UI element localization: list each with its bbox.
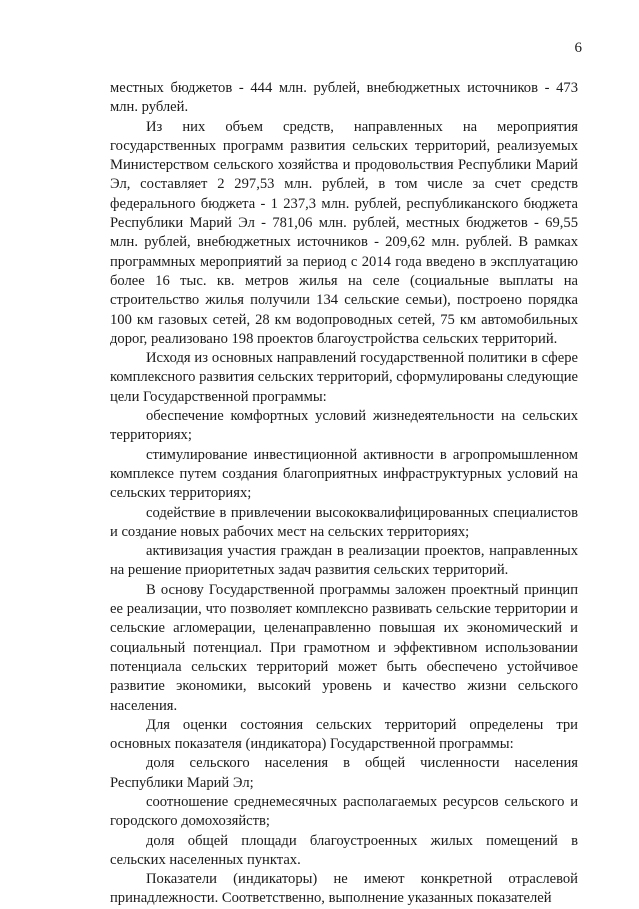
goal-item-specialists: содействие в привлечении высококвалифицированных специалистов и создание новых рабочих мест на сельских территориях; xyxy=(110,504,578,540)
goal-item-investment: стимулирование инвестиционной активности в агропромышленном комплексе путем создания благоприятных инфраструктурных условий на сельских территориях; xyxy=(110,446,578,502)
paragraph-indicators-note: Показатели (индикаторы) не имеют конкретной отраслевой принадлежности. Соответственно, выполнение указанных показателей xyxy=(110,871,578,907)
document-body xyxy=(110,79,578,909)
paragraph-indicators-intro: Для оценки состояния сельских территорий определены три основных показателя (индикатора) Государственной программы: xyxy=(110,716,578,753)
goal-item-living-conditions: обеспечение комфортных условий жизнедеятельности на сельских территориях; xyxy=(110,408,578,444)
indicator-item-housing-area: доля общей площади благоустроенных жилых помещений в сельских населенных пунктах. xyxy=(110,832,578,868)
paragraph-continuation: местных бюджетов - 444 млн. рублей, внебюджетных источников - 473 млн. рублей. xyxy=(110,80,578,116)
paragraph-program-goals-intro: Исходя из основных направлений государственной политики в сфере комплексного развития сельских территорий, сформулированы следующие цели Государственной программы: xyxy=(110,350,578,405)
paragraph-funding-details: Из них объем средств, направленных на мероприятия государственных программ развития сельских территорий, реализуемых Министерством сельского хозяйства и продовольствия Республики Марий Эл, составляет 2 297,53 млн. рублей, в том числе за счет средств федерального бюджета - 1 237,3 млн. рублей, республиканского бюджета Республики Марий Эл - 781,06 млн. рублей, местных бюджетов - 69,55 млн. рублей, внебюджетных источников - 209,62 млн. рублей. В рамках программных мероприятий за период с 2014 года введено в эксплуатацию более 16 тыс. кв. метров жилья на селе (социальные выплаты на строительство жилья получили 134 сельские семьи), построено порядка 100 км газовых сетей, 28 км водопроводных сетей, 75 км автомобильных дорог, реализовано 198 проектов благоустройства сельских территорий. xyxy=(110,118,578,347)
indicator-item-rural-population: доля сельского населения в общей численности населения Республики Марий Эл; xyxy=(110,755,578,791)
paragraph-project-principle: В основу Государственной программы заложен проектный принцип ее реализации, что позволяет комплексно развивать сельские территории и сельские агломерации, целенаправленно повышая их экономический и социальный потенциал. При грамотном и эффективном использовании потенциала сельских территорий может быть обеспечено устойчивое развитие экономики, высокий уровень и качество жизни сельского населения. xyxy=(110,581,578,714)
indicator-item-household-resources: соотношение среднемесячных располагаемых ресурсов сельского и городского домохозяйств; xyxy=(110,793,578,830)
goal-item-citizen-participation: активизация участия граждан в реализации проектов, направленных на решение приоритетных задач развития сельских территорий. xyxy=(110,543,578,579)
page-number: 6 xyxy=(574,40,582,56)
